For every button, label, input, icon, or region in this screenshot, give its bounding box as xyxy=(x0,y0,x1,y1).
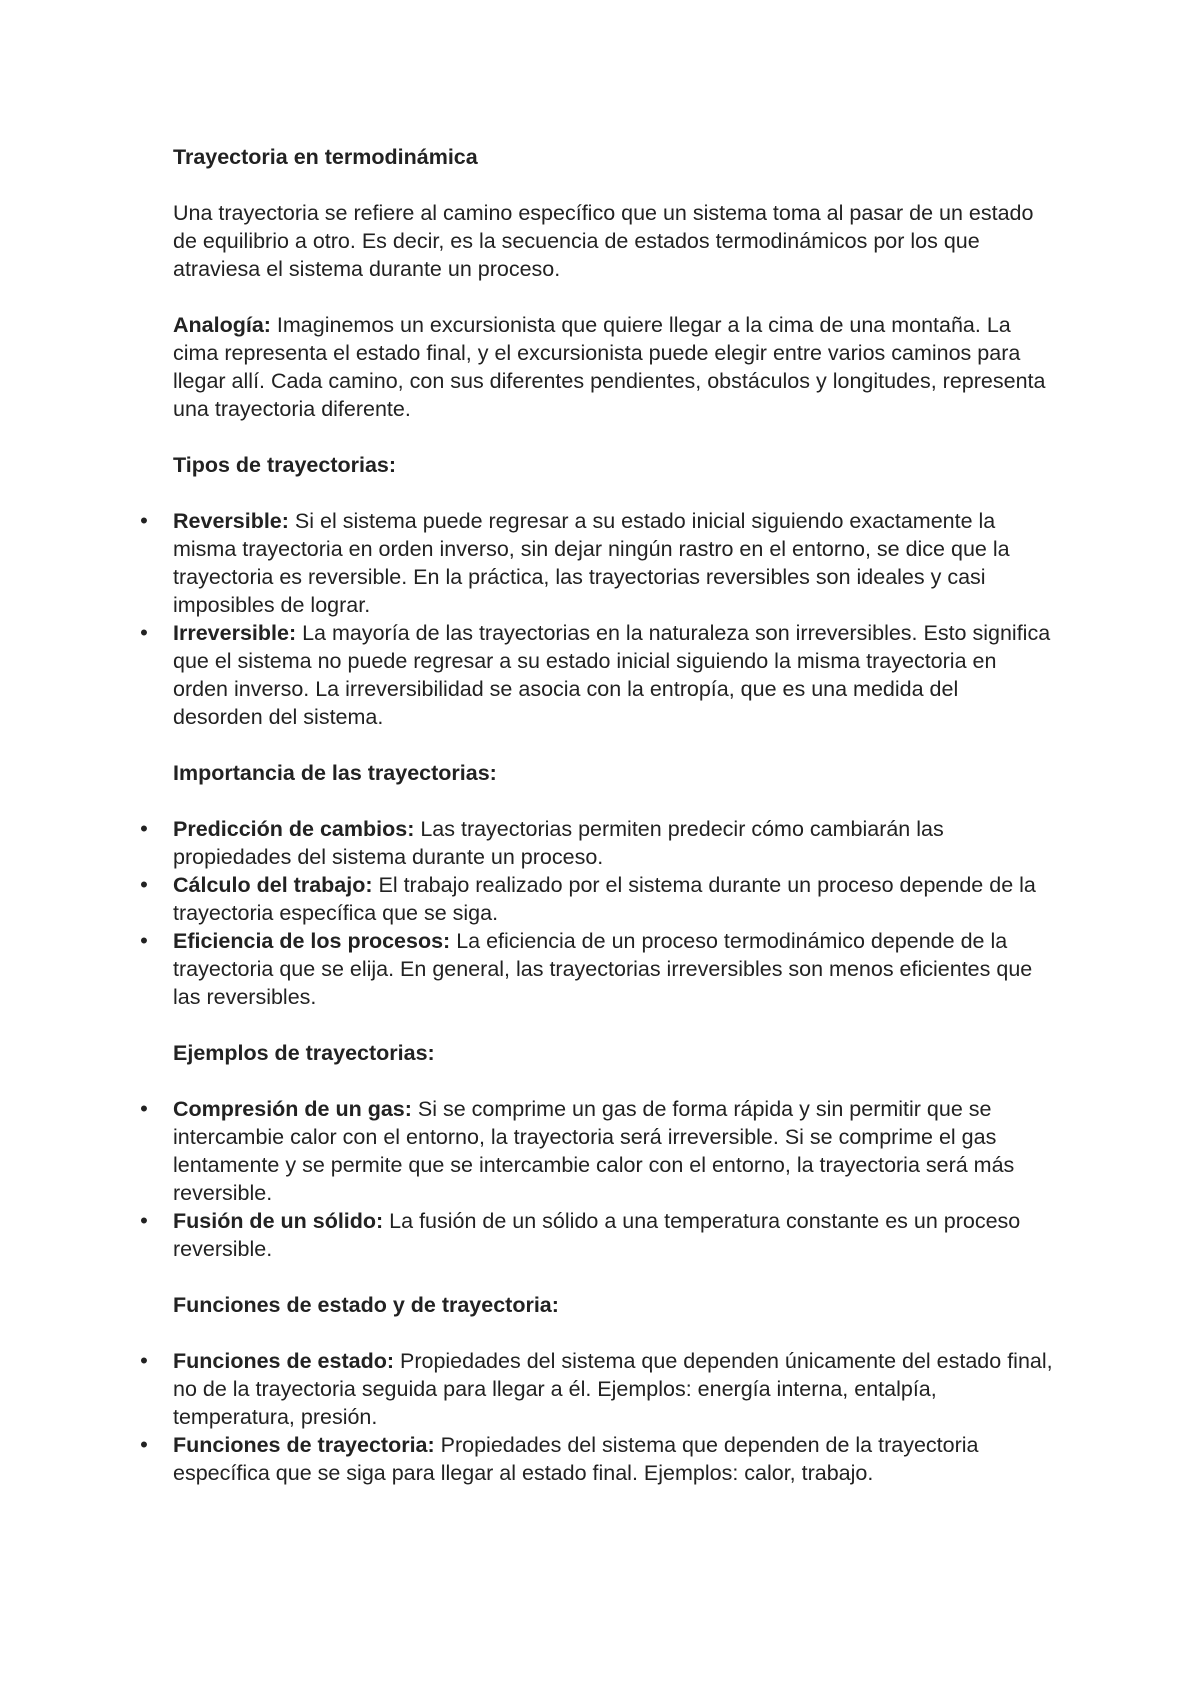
list-importancia xyxy=(140,815,1053,1011)
list-item xyxy=(140,507,1053,619)
section-heading-tipos: Tipos de trayectorias: xyxy=(173,453,397,477)
bullet-icon: • xyxy=(140,928,148,953)
item-text: Propiedades del sistema que dependen de la trayectoria específica que se siga para llegar al estado final. Ejemplos: calor, trabajo. xyxy=(173,1433,979,1485)
bullet-icon: • xyxy=(140,1432,148,1457)
item-text: Si el sistema puede regresar a su estado inicial siguiendo exactamente la misma trayectoria en orden inverso, sin dejar ningún rastro en el entorno, se dice que la trayectoria es reversible. En la práctica, las trayectorias reversibles son ideales y casi imposibles de lograr. xyxy=(173,509,1010,617)
item-text: Las trayectorias permiten predecir cómo cambiarán las propiedades del sistema durante un proceso. xyxy=(173,817,944,869)
analogy-text: Imaginemos un excursionista que quiere llegar a la cima de una montaña. La cima representa el estado final, y el excursionista puede elegir entre varios caminos para llegar allí. Cada camino, con sus diferentes pendientes, obstáculos y longitudes, representa una trayectoria diferente. xyxy=(173,313,1046,421)
bullet-icon: • xyxy=(140,1096,148,1121)
item-term: Cálculo del trabajo: xyxy=(173,873,373,897)
bullet-icon: • xyxy=(140,1348,148,1373)
bullet-icon: • xyxy=(140,508,148,533)
bullet-icon: • xyxy=(140,620,148,645)
list-item xyxy=(140,1095,1053,1207)
list-tipos xyxy=(140,507,1053,731)
document-body xyxy=(140,143,1053,1515)
item-text: La mayoría de las trayectorias en la naturaleza son irreversibles. Esto significa que el sistema no puede regresar a su estado inicial siguiendo la misma trayectoria en orden inverso. La irreversibilidad se asocia con la entropía, que es una medida del desorden del sistema. xyxy=(173,621,1051,729)
document-title: Trayectoria en termodinámica xyxy=(173,145,478,169)
item-text: El trabajo realizado por el sistema durante un proceso depende de la trayectoria específica que se siga. xyxy=(173,873,1036,925)
list-item xyxy=(140,927,1053,1011)
analogy-paragraph xyxy=(173,311,1053,423)
list-item xyxy=(140,1431,1053,1487)
list-item xyxy=(140,619,1053,731)
list-item xyxy=(140,871,1053,927)
item-term: Eficiencia de los procesos: xyxy=(173,929,451,953)
item-text: Si se comprime un gas de forma rápida y sin permitir que se intercambie calor con el entorno, la trayectoria será irreversible. Si se comprime el gas lentamente y se permite que se intercambie calor con el entorno, la trayectoria será más reversible. xyxy=(173,1097,1015,1205)
bullet-icon: • xyxy=(140,872,148,897)
item-term: Funciones de estado: xyxy=(173,1349,395,1373)
bullet-icon: • xyxy=(140,816,148,841)
item-term: Reversible: xyxy=(173,509,289,533)
item-term: Compresión de un gas: xyxy=(173,1097,412,1121)
item-text: La eficiencia de un proceso termodinámico depende de la trayectoria que se elija. En general, las trayectorias irreversibles son menos eficientes que las reversibles. xyxy=(173,929,1033,1009)
item-text: Propiedades del sistema que dependen únicamente del estado final, no de la trayectoria seguida para llegar a él. Ejemplos: energía interna, entalpía, temperatura, presión. xyxy=(173,1349,1053,1429)
list-ejemplos xyxy=(140,1095,1053,1263)
section-heading-funciones: Funciones de estado y de trayectoria: xyxy=(173,1293,559,1317)
intro-paragraph: Una trayectoria se refiere al camino específico que un sistema toma al pasar de un estado de equilibrio a otro. Es decir, es la secuencia de estados termodinámicos por los que atraviesa el sistema durante un proceso. xyxy=(173,201,1034,281)
list-funciones xyxy=(140,1347,1053,1487)
bullet-icon: • xyxy=(140,1208,148,1233)
item-term: Predicción de cambios: xyxy=(173,817,415,841)
item-text: La fusión de un sólido a una temperatura constante es un proceso reversible. xyxy=(173,1209,1021,1261)
section-heading-ejemplos: Ejemplos de trayectorias: xyxy=(173,1041,435,1065)
analogy-label: Analogía: xyxy=(173,313,271,337)
list-item xyxy=(140,1207,1053,1263)
list-item xyxy=(140,1347,1053,1431)
section-heading-importancia: Importancia de las trayectorias: xyxy=(173,761,497,785)
list-item xyxy=(140,815,1053,871)
item-term: Funciones de trayectoria: xyxy=(173,1433,435,1457)
item-term: Irreversible: xyxy=(173,621,297,645)
item-term: Fusión de un sólido: xyxy=(173,1209,384,1233)
